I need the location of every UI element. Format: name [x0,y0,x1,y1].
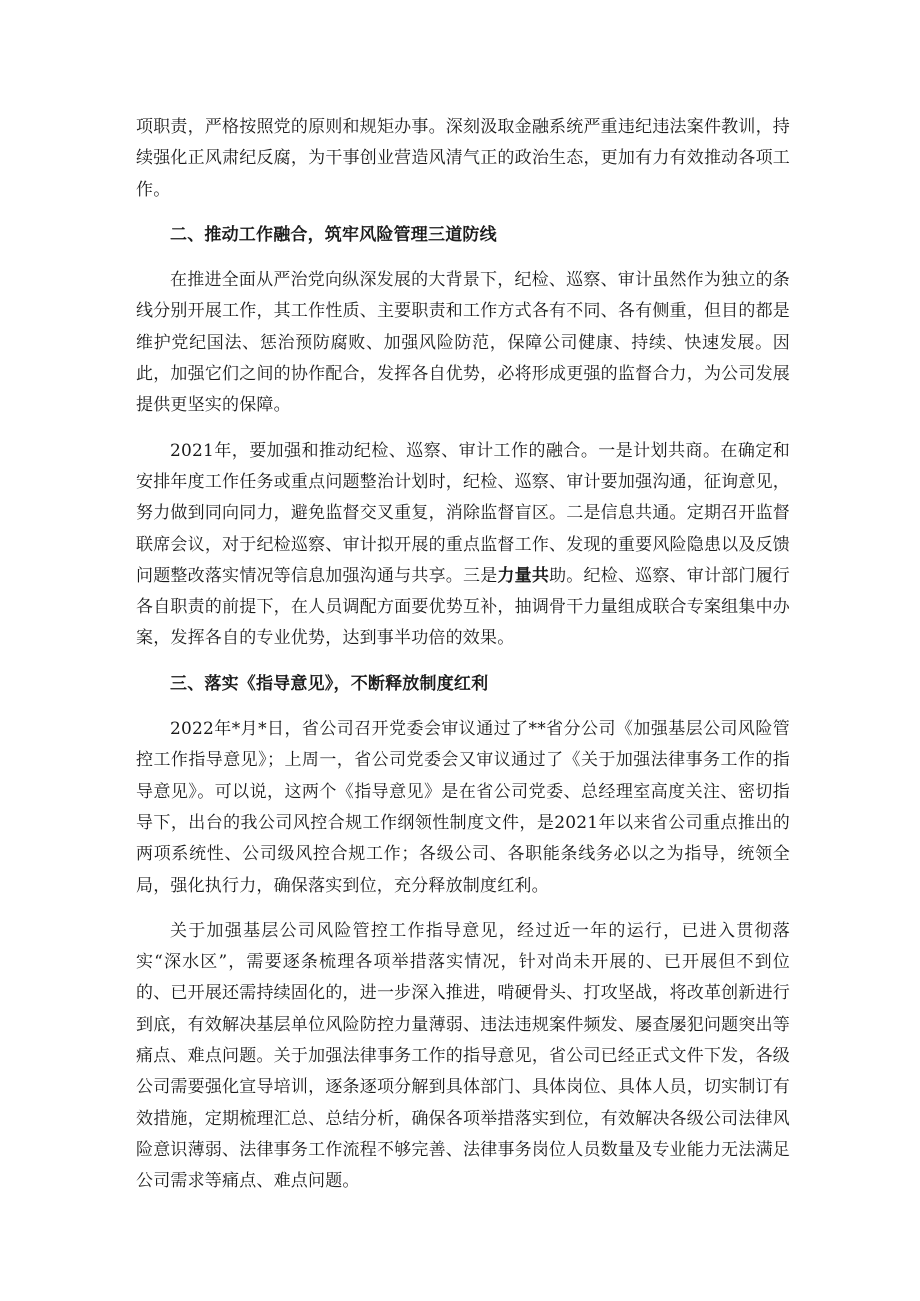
paragraph-continuation: 项职责，严格按照党的原则和规矩办事。深刻汲取金融系统严重违纪违法案件教训，持续强化正风肃纪反腐，为干事创业营造风清气正的政治生态，更加有力有效推动各项工作。 [136,117,790,200]
paragraph-background: 在推进全面从严治党向纵深发展的大背景下，纪检、巡察、审计虽然作为独立的条线分别开展工作，其工作性质、主要职责和工作方式各有不同、各有侧重，但目的都是维护党纪国法、惩治预防腐败、加强风险防范，保障公司健康、持续、快速发展。因此，加强它们之间的协作配合，发挥各自优势，必将形成更强的监督合力，为公司发展提供更坚实的保障。 [136,270,790,416]
paragraph-integration [136,436,790,655]
paragraph-integration-part-b: 助。纪检、巡察、审计部门履行各自职责的前提下，在人员调配方面要优势互补，抽调骨干力量组成联合专案组集中办案，发挥各自的专业优势，达到事半功倍的效果。 [136,565,790,649]
paragraph-guidance-opinions: 2022年*月*日，省公司召开党委会审议通过了**省分公司《加强基层公司风险管控工作指导意见》；上周一，省公司党委会又审议通过了《关于加强法律事务工作的指导意见》。可以说，这两个《指导意见》是在省公司党委、总经理室高度关注、密切指导下，出台的我公司风控合规工作纲领性制度文件，是2021年以来省公司重点推出的两项系统性、公司级风控合规工作；各级公司、各职能条线务必以之为指导，统领全局，强化执行力，确保落实到位，充分释放制度红利。 [136,719,790,896]
paragraph-integration-part-a: 2021年，要加强和推动纪检、巡察、审计工作的融合。一是计划共商。在确定和安排年度工作任务或重点问题整治计划时，纪检、巡察、审计要加强沟通，征询意见，努力做到同向同力，避免监督交叉重复，消除监督盲区。二是信息共通。定期召开监督联席会议，对于纪检巡察、审计拟开展的重点监督工作、发现的重要风险隐患以及反馈问题整改落实情况等信息加强沟通与共享。三是 [136,440,790,586]
paragraph-implementation: 关于加强基层公司风险管控工作指导意见，经过近一年的运行，已进入贯彻落实“深水区”，需要逐条梳理各项举措落实情况，针对尚未开展的、已开展但不到位的、已开展还需持续固化的，进一步深入推进，啃硬骨头、打攻坚战，将改革创新进行到底，有效解决基层单位风险防控力量薄弱、违法违规案件频发、屡查屡犯问题突出等痛点、难点问题。关于加强法律事务工作的指导意见，省公司已经正式文件下发，各级公司需要强化宣导培训，逐条逐项分解到具体部门、具体岗位、具体人员，切实制订有效措施，定期梳理汇总、总结分析，确保各项举措落实到位，有效解决各级公司法律风险意识薄弱、法律事务工作流程不够完善、法律事务岗位人员数量及专业能力无法满足公司需求等痛点、难点问题。 [136,920,790,1192]
section-heading-2: 二、推动工作融合，筑牢风险管理三道防线 [170,224,497,245]
document-page [136,112,790,1198]
section-heading-3: 三、落实《指导意见》，不断释放制度红利 [170,673,489,694]
paragraph-integration-bold: 力量共 [497,565,550,586]
